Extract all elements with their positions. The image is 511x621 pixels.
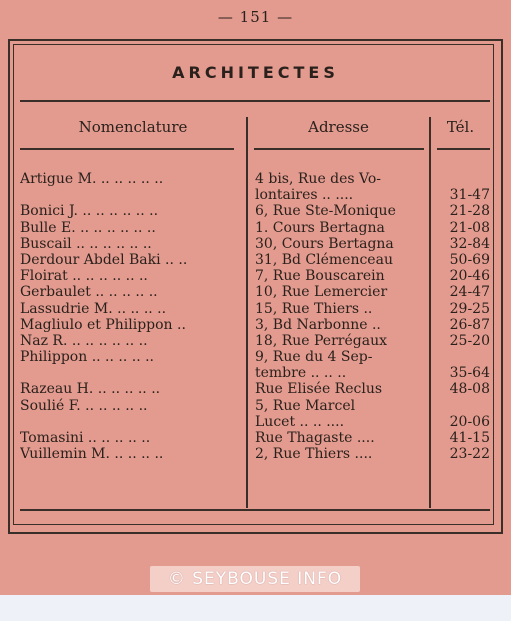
address-cell: 30, Cours Bertagna	[255, 235, 394, 252]
tel-cell: 50-69	[449, 251, 490, 268]
address-cell: lontaires .. ....	[255, 187, 354, 204]
copyright-watermark: © SEYBOUSE INFO	[150, 566, 360, 592]
table-row	[20, 171, 490, 187]
name-cell: Lassudrie M. .. .. .. ..	[20, 300, 167, 317]
table-row	[20, 317, 490, 333]
name-cell	[20, 365, 247, 381]
name-cell: Bonici J. .. .. .. .. .. ..	[20, 203, 159, 220]
name-cell: Vuillemin M. .. .. .. ..	[20, 446, 164, 463]
table-row	[20, 349, 490, 365]
tel-cell: 24-47	[449, 284, 490, 301]
table-row	[20, 252, 490, 268]
address-cell: 15, Rue Thiers ..	[255, 300, 373, 317]
table-row	[20, 220, 490, 236]
tel-cell: 31-47	[449, 187, 490, 204]
name-cell: Razeau H. .. .. .. .. ..	[20, 381, 161, 398]
title-divider	[20, 100, 490, 102]
name-cell: Soulié F. .. .. .. .. ..	[20, 397, 148, 414]
tel-cell: 41-15	[449, 430, 490, 446]
address-cell: 2, Rue Thiers ....	[255, 446, 373, 463]
address-cell: 6, Rue Ste-Monique	[255, 203, 396, 220]
address-cell: 7, Rue Bouscarein	[255, 268, 385, 285]
table-row	[20, 203, 490, 219]
table-row	[20, 284, 490, 300]
page-number: — 151 —	[217, 8, 294, 26]
name-cell: Tomasini .. .. .. .. ..	[20, 430, 151, 446]
address-cell: 3, Bd Narbonne ..	[255, 316, 381, 333]
header-underline-address	[254, 148, 424, 150]
tel-cell: 21-28	[449, 203, 490, 220]
tel-cell: 26-87	[449, 316, 490, 333]
column-header-tel: Tél.	[446, 118, 475, 136]
address-cell: 31, Bd Clémenceau	[255, 251, 393, 268]
address-cell: 1. Cours Bertagna	[255, 219, 385, 236]
table-row	[20, 365, 490, 381]
name-cell: Naz R. .. .. .. .. .. ..	[20, 332, 148, 349]
address-cell: Rue Thagaste ....	[255, 430, 375, 446]
address-cell: 5, Rue Marcel	[255, 397, 356, 414]
address-cell: 9, Rue du 4 Sep-	[255, 349, 373, 366]
tel-cell: 23-22	[449, 446, 490, 463]
table-row	[20, 446, 490, 462]
header-underline-name	[20, 148, 234, 150]
address-cell: 18, Rue Perrégaux	[255, 332, 387, 349]
bottom-divider	[20, 509, 490, 511]
tel-cell	[436, 398, 490, 414]
name-cell: Bulle E. .. .. .. .. .. ..	[20, 219, 156, 236]
tel-cell: 32-84	[449, 235, 490, 252]
name-cell: Derdour Abdel Baki .. ..	[20, 251, 188, 268]
tel-cell: 29-25	[449, 300, 490, 317]
table-row	[20, 268, 490, 284]
tel-cell: 20-46	[449, 268, 490, 285]
architect-list	[20, 171, 490, 462]
table-row	[20, 187, 490, 203]
table-row	[20, 236, 490, 252]
table-row	[20, 381, 490, 397]
address-cell: tembre .. .. ..	[255, 365, 347, 382]
column-header-address: Adresse	[308, 118, 369, 136]
tel-cell	[436, 349, 490, 365]
page-title: ARCHITECTES	[172, 63, 339, 82]
table-row	[20, 430, 490, 446]
header-underline-tel	[437, 148, 490, 150]
name-cell: Philippon .. .. .. .. ..	[20, 349, 154, 366]
address-cell: 10, Rue Lemercier	[255, 284, 388, 301]
table-row	[20, 333, 490, 349]
name-cell	[20, 187, 247, 203]
name-cell: Magliulo et Philippon ..	[20, 316, 186, 333]
table-row	[20, 301, 490, 317]
table-row	[20, 414, 490, 430]
name-cell: Gerbaulet .. .. .. .. ..	[20, 284, 158, 301]
address-cell: Lucet .. .. ....	[255, 413, 345, 430]
tel-cell: 20-06	[449, 413, 490, 430]
name-cell: Buscail .. .. .. .. .. ..	[20, 235, 152, 252]
table-row	[20, 398, 490, 414]
tel-cell	[436, 171, 490, 187]
name-cell: Floirat .. .. .. .. .. ..	[20, 268, 148, 285]
tel-cell: 35-64	[449, 365, 490, 382]
tel-cell: 48-08	[449, 381, 490, 398]
tel-cell: 21-08	[449, 219, 490, 236]
name-cell	[20, 414, 247, 430]
column-header-name: Nomenclature	[78, 118, 188, 136]
address-cell: Rue Elisée Reclus	[255, 381, 383, 398]
name-cell: Artigue M. .. .. .. .. ..	[20, 171, 164, 187]
tel-cell: 25-20	[449, 332, 490, 349]
address-cell: 4 bis, Rue des Vo-	[255, 171, 382, 187]
